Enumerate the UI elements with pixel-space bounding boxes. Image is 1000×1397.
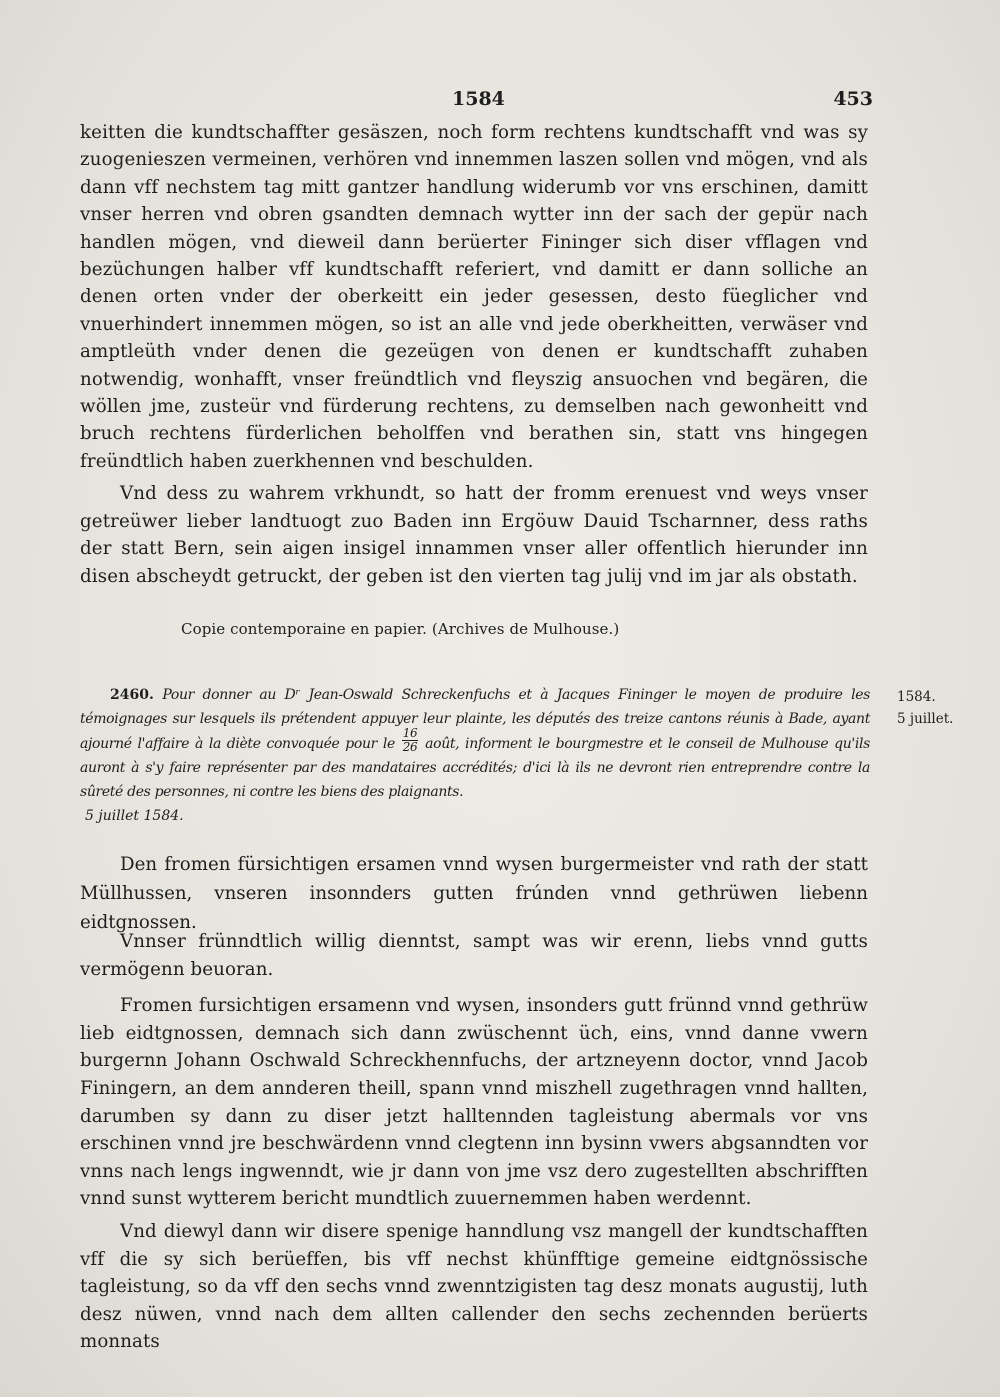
date-fraction bbox=[402, 727, 419, 754]
continued-text bbox=[80, 119, 868, 590]
document-number: 2460. bbox=[110, 687, 154, 703]
letter-address bbox=[80, 850, 868, 937]
continued-paragraph: keitten die kundtschaffter gesäszen, noch form rechtens kundtschafft vnd was sy zuogenieszen vermeinen, verhören vnd innemmen laszen sollen vnd mögen, vnd als dann vff nechstem tag mitt gantzer handlung widerumb vor vns erschinen, damitt vnser herren vnd obren gsandten demnach wytter inn der sach der gepür nach handlen mögen, vnd dieweil dann berüerter Fininger sich diser vfflagen vnd bezüchungen halber vff kundtschafft referiert, vnd damitt er dann solliche an denen orten vnder der oberkeitt ein jeder gesessen, desto füeglicher vnd vnuerhindert innemmen mögen, so ist an alle vnd jede oberkheitten, verwäser vnd amptleüth vnder denen die gezeügen von denen er kundtschafft zuhaben notwendig, wonhafft, vnser freündtlich vnd fleyszig ansuochen vnd begären, die wöllen jme, zusteür vnd fürderung rechtens, zu demselben nach gewonheitt vnd bruch rechtens fürderlichen beholffen vnd berathen sin, statt vns hingegen freündtlich haben zuerkhennen vnd beschulden. bbox=[80, 122, 868, 472]
regest-text-part1: Pour donner au Dʳ Jean-Oswald Schreckenfuchs et à Jacques Fininger le moyen de produire les témoignages sur lesquels ils prétendent appuyer leur plainte, les députés des treize cantons réunis à Bade, ayant ajourné l'affaire à la diète convoquée pour le bbox=[80, 687, 871, 752]
running-head bbox=[0, 88, 1000, 112]
margin-day: 5 juillet. bbox=[897, 711, 954, 727]
page-number: 453 bbox=[833, 88, 873, 110]
letter-paragraph: Fromen fursichtigen ersamenn vnd wysen, insonders gutt frünnd vnnd gethrüw lieb eidtgnossen, demnach sich dann zwüschennt üch, eins, vnnd danne vwern burgernn Johann Oschwald Schreckhennfuchs, der artzneyenn doctor, vnnd Jacob Finingern, an dem annderen theill, spann vnnd miszhell zugethragen vnnd hallten, darumben sy dann zu diser jetzt halltennden tagleistung abermals vor vns erschinen vnnd jre beschwärdenn vnnd clegtenn inn bysinn vwers abgsanndten vor vnns nach lengs ingwenndt, wie jr dann von jme vsz dero zugestellten abschrifften vnnd sunst wytterem bericht mundtlich zuuernemmen haben werdennt. bbox=[80, 995, 868, 1210]
fraction-denominator: 26 bbox=[402, 740, 418, 755]
regest-date: 5 juillet 1584. bbox=[85, 808, 184, 825]
letter-salutation: Vnnser frünndtlich willig dienntst, sampt was wir erenn, liebs vnnd gutts vermögenn beuoran. bbox=[80, 931, 868, 980]
fraction-numerator: 16 bbox=[402, 726, 418, 741]
regest-text-part2: août, informent le bourgmestre et le conseil de Mulhouse qu'ils auront à s'y faire représenter par des mandataires accrédités; d'ici là ils ne devront rien entreprendre contre la sûreté des personnes, ni contre les biens des plaignants. bbox=[80, 735, 870, 801]
margin-year: 1584. bbox=[897, 689, 936, 705]
source-note: Copie contemporaine en papier. (Archives de Mulhouse.) bbox=[181, 620, 620, 638]
header-year: 1584 bbox=[452, 88, 505, 110]
regest-summary bbox=[80, 683, 870, 829]
address-text: Den fromen fürsichtigen ersamen vnnd wysen burgermeister vnd rath der statt Müllhussen, vnseren insonnders gutten frúnden vnnd gethrüwen liebenn eidtgnossen. bbox=[80, 854, 868, 933]
margin-date bbox=[897, 686, 953, 730]
closing-paragraph: Vnd dess zu wahrem vrkhundt, so hatt der fromm erenuest vnd weys vnser getreüwer lieber landtuogt zuo Baden inn Ergöuw Dauid Tscharnner, dess raths der statt Bern, sein aigen insigel innammen vnser aller offentlich hierunder inn disen abscheydt getruckt, der geben ist den vierten tag julij vnd im jar als obstath. bbox=[80, 483, 868, 587]
letter-body bbox=[80, 928, 868, 1356]
letter-paragraph: Vnd diewyl dann wir disere spenige hanndlung vsz mangell der kundtschafften vff die sy sich berüeffen, bis vff nechst khünfftige gemeine eidtgnössische tagleistung, so da vff den sechs vnnd zwenntzigisten tag desz monats augustij, luth desz nüwen, vnnd nach dem allten callender den sechs zechennden berüerts monnats bbox=[80, 1220, 868, 1353]
